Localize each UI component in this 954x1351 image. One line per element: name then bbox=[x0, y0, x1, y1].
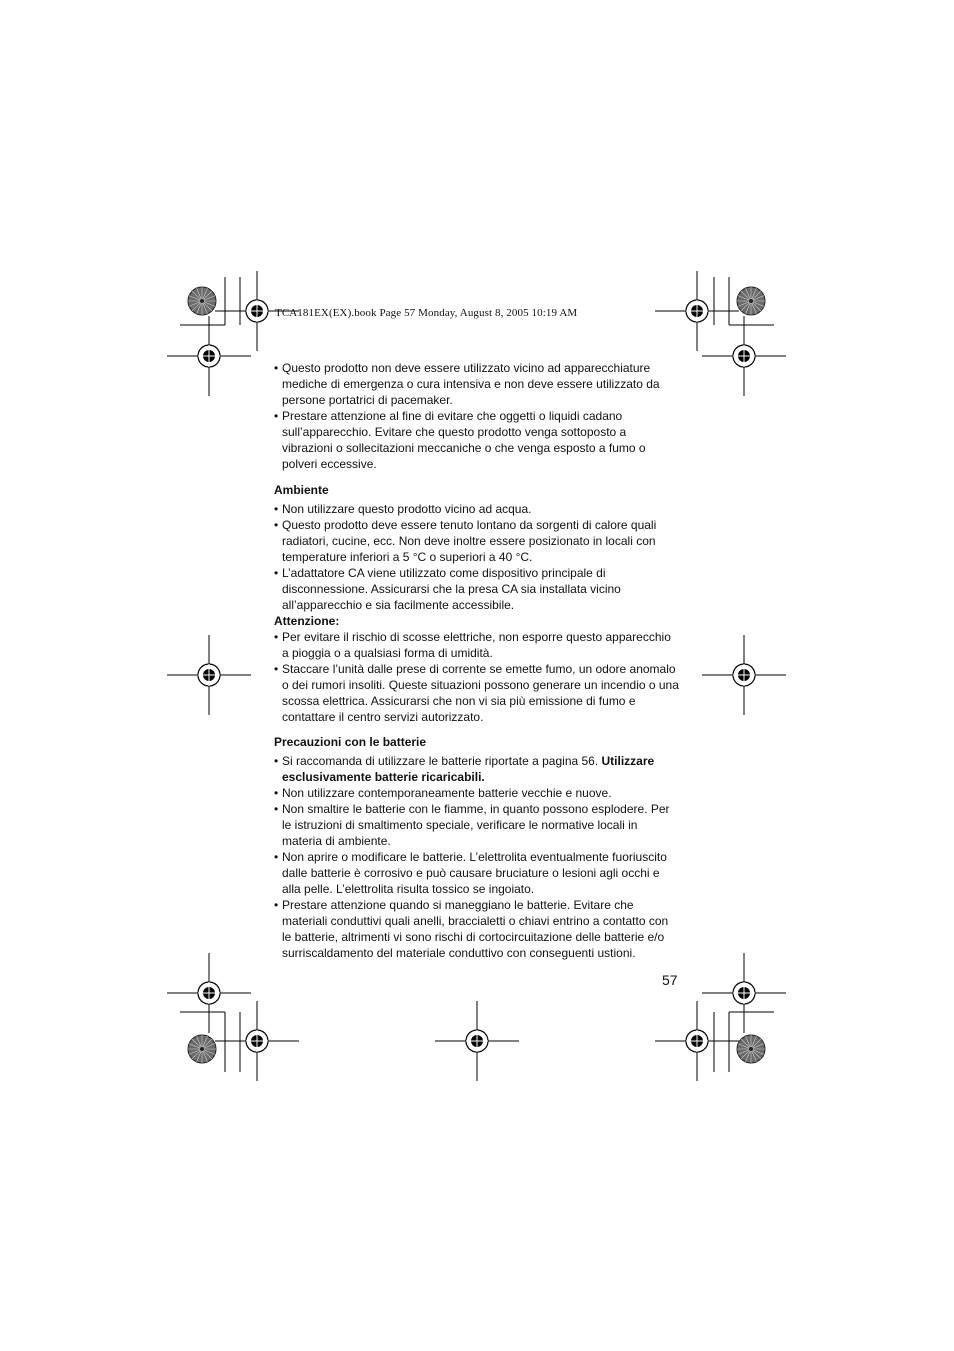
page-content bbox=[274, 360, 680, 961]
list-item-text: Non utilizzare contemporaneamente batterie vecchie e nuove. bbox=[282, 786, 612, 800]
list-item bbox=[274, 753, 680, 785]
bullet-glyph: • bbox=[274, 662, 279, 676]
list-item-text: Questo prodotto deve essere tenuto lontano da sorgenti di calore quali radiatori, cucine, ecc. Non deve inoltre essere posizionato in locali con temperature inferiori a 5 °C o superiori a 40 °C. bbox=[282, 518, 657, 564]
list-item bbox=[274, 501, 680, 517]
list-item bbox=[274, 801, 680, 849]
list-item bbox=[274, 661, 680, 725]
list-item bbox=[274, 565, 680, 613]
section-title-attenzione: Attenzione: bbox=[274, 614, 340, 628]
page-number: 57 bbox=[662, 972, 678, 988]
list-item-text: Si raccomanda di utilizzare le batterie riportate a pagina 56. bbox=[282, 754, 602, 768]
bullet-glyph: • bbox=[274, 802, 279, 816]
list-item bbox=[274, 849, 680, 897]
bullet-glyph: • bbox=[274, 502, 279, 516]
list-item-text: Non utilizzare questo prodotto vicino ad acqua. bbox=[282, 502, 532, 516]
list-item-text: Non aprire o modificare le batterie. L’elettrolita eventualmente fuoriuscito dalle batterie è corrosivo e può causare bruciature o lesioni agli occhi e alla pelle. L’elettrolita risulta tossico se ingoiato. bbox=[282, 850, 667, 896]
list-item-text: Questo prodotto non deve essere utilizzato vicino ad apparecchiature mediche di emergenza o cura intensiva e non deve essere utilizzato da persone portatrici di pacemaker. bbox=[282, 361, 660, 407]
list-item bbox=[274, 897, 680, 961]
list-item-text: Per evitare il rischio di scosse elettriche, non esporre questo apparecchio a pioggia o a qualsiasi forma di umidità. bbox=[282, 630, 671, 660]
list-item bbox=[274, 785, 680, 801]
bullet-glyph: • bbox=[274, 409, 279, 423]
list-item bbox=[274, 408, 680, 472]
bullet-glyph: • bbox=[274, 850, 279, 864]
bullet-glyph: • bbox=[274, 898, 279, 912]
file-info-header: TCA181EX(EX).book Page 57 Monday, August 8, 2005 10:19 AM bbox=[275, 307, 578, 319]
bullet-glyph: • bbox=[274, 754, 279, 768]
list-item-text: Non smaltire le batterie con le fiamme, in quanto possono esplodere. Per le istruzioni di smaltimento speciale, verificare le normative locali in materia di ambiente. bbox=[282, 802, 670, 848]
list-item-text: Prestare attenzione al fine di evitare che oggetti o liquidi cadano sull’apparecchio. Evitare che questo prodotto venga sottoposto a vibrazioni o sollecitazioni meccaniche o che venga esposto a fumo o polveri eccessive. bbox=[282, 409, 646, 471]
section-title-ambiente: Ambiente bbox=[274, 483, 329, 497]
bullet-glyph: • bbox=[274, 361, 279, 375]
bullet-glyph: • bbox=[274, 786, 279, 800]
section-title-batterie: Precauzioni con le batterie bbox=[274, 735, 427, 749]
list-item-text: L’adattatore CA viene utilizzato come dispositivo principale di disconnessione. Assicurarsi che la presa CA sia installata vicino all’apparecchio e sia facilmente accessibile. bbox=[282, 566, 621, 612]
bullet-glyph: • bbox=[274, 518, 279, 532]
list-item bbox=[274, 517, 680, 565]
list-item-text: Staccare l’unità dalle prese di corrente se emette fumo, un odore anomalo o dei rumori insoliti. Queste situazioni possono generare un incendio o una scossa elettrica. Assicurarsi che non vi sia più emissione di fumo e contattare il centro servizi autorizzato. bbox=[282, 662, 679, 724]
list-item bbox=[274, 629, 680, 661]
list-item bbox=[274, 360, 680, 408]
bullet-glyph: • bbox=[274, 566, 279, 580]
bullet-glyph: • bbox=[274, 630, 279, 644]
list-item-text: Prestare attenzione quando si maneggiano le batterie. Evitare che materiali conduttivi quali anelli, braccialetti o chiavi entrino a contatto con le batterie, altrimenti vi sono rischi di cortocircuitazione delle batterie e/o surriscaldamento del materiale conduttivo con conseguenti ustioni. bbox=[282, 898, 669, 960]
list-item-bold-text: Utilizzare esclusivamente batterie ricaricabili. bbox=[282, 754, 655, 784]
